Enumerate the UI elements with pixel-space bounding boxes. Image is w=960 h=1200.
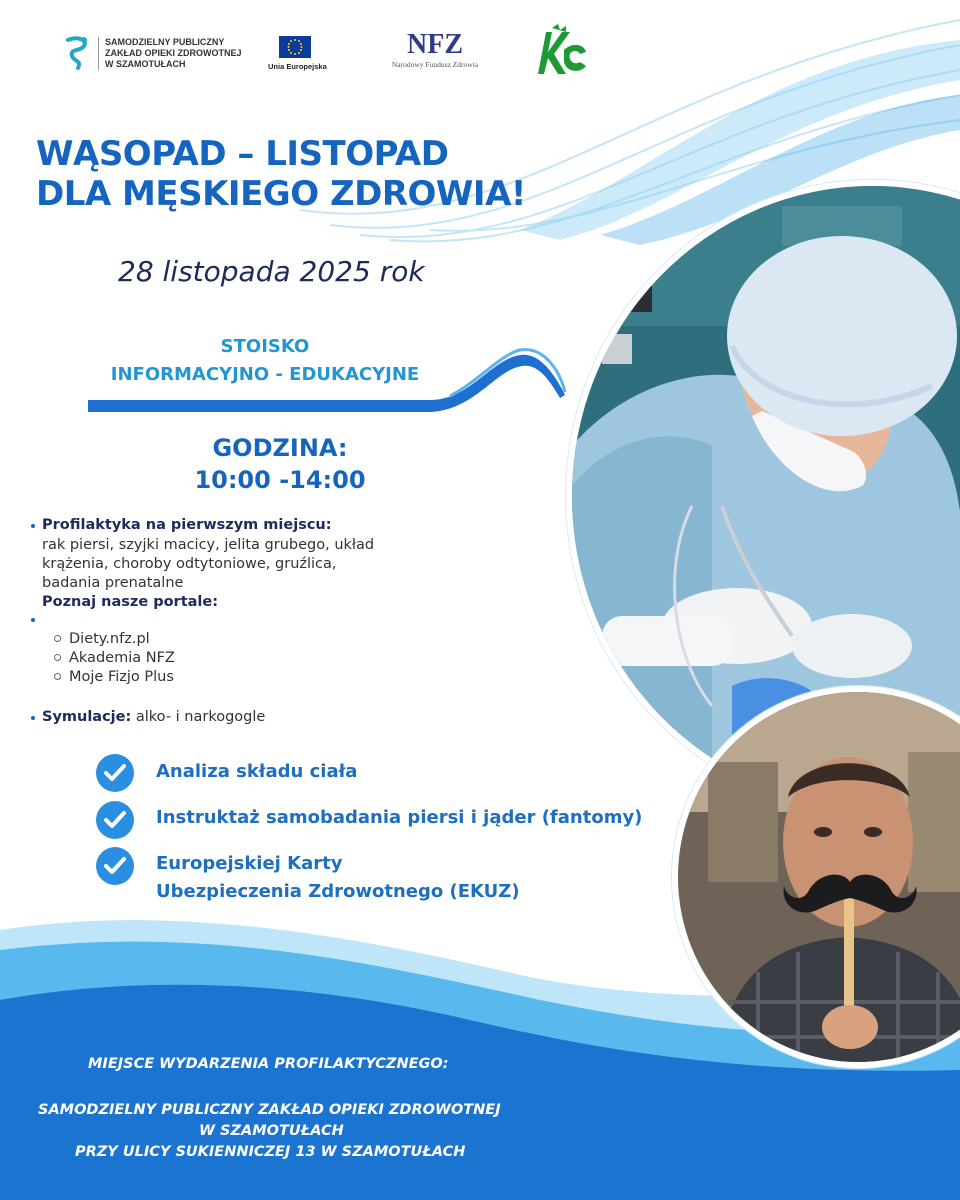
bullet-dot (31, 716, 35, 720)
check-item (96, 847, 520, 906)
title-line2: DLA MĘSKIEGO ZDROWIA! (36, 174, 526, 214)
check-text (156, 804, 642, 832)
check-item (96, 801, 642, 839)
bullet-dot (31, 524, 35, 528)
portal-item-akademia: Akademia NFZ (69, 650, 175, 666)
check-line: Europejskiej Karty (156, 853, 343, 874)
hours-value: 10:00 -14:00 (194, 466, 366, 494)
eu-caption: Unia Europejska (268, 62, 327, 71)
portal-item-diety: Diety.nfz.pl (69, 631, 150, 647)
sub-bullet (54, 673, 61, 680)
hours-label: GODZINA: (212, 434, 348, 462)
szpital-line3: W SZAMOTUŁACH (105, 59, 186, 69)
location-line1: SAMODZIELNY PUBLICZNY ZAKŁAD OPIEKI ZDROWOTNEJ (38, 1102, 501, 1118)
prevention-line1: rak piersi, szyjki macicy, jelita grubego, układ (42, 537, 375, 553)
sub-bullet (54, 654, 61, 661)
nfz-mark: NFZ (407, 29, 463, 60)
prevention-line2: krążenia, choroby odtytoniowe, gruźlica, (42, 556, 337, 572)
check-icon (96, 801, 134, 839)
portals-heading: Poznaj nasze portale: (42, 594, 219, 610)
stand-label (40, 333, 490, 389)
sub-bullet (54, 635, 61, 642)
szpital-logo-text (98, 37, 242, 70)
simulation-text: alko- i narkogogle (131, 709, 266, 725)
check-line: Ubezpieczenia Zdrowotnego (EKUZ) (156, 881, 520, 902)
moustache-illustration (678, 692, 960, 1062)
check-line: Instruktaż samobadania piersi i jąder (fantomy) (156, 807, 643, 828)
check-icon (96, 847, 134, 885)
medical-snake-logo (64, 34, 92, 72)
check-item (96, 754, 357, 792)
nfz-logo (380, 30, 490, 69)
stand-line2: INFORMACYJNO - EDUKACYJNE (110, 364, 420, 385)
page-title (36, 134, 526, 214)
hours-block (130, 432, 430, 496)
kc-logo (532, 22, 590, 80)
simulation-label: Symulacje: (42, 709, 132, 725)
portal-item-fizjo: Moje Fizjo Plus (69, 669, 174, 685)
simulation-item (42, 709, 265, 725)
nfz-caption: Narodowy Fundusz Zdrowia (391, 60, 479, 69)
location-heading: MIEJSCE WYDARZENIA PROFILAKTYCZNEGO: (88, 1056, 449, 1072)
eu-flag-icon (279, 36, 311, 58)
szpital-line2: ZAKŁAD OPIEKI ZDROWOTNEJ (105, 48, 242, 58)
prevention-heading: Profilaktyka na pierwszym miejscu: (42, 517, 332, 533)
prevention-line3: badania prenatalne (42, 575, 184, 591)
location-line3: PRZY ULICY SUKIENNICZEJ 13 W SZAMOTUŁACH (75, 1144, 466, 1160)
title-line1: WĄSOPAD – LISTOPAD (36, 134, 449, 174)
event-date: 28 listopada 2025 rok (118, 255, 425, 288)
check-text (156, 758, 357, 786)
check-icon (96, 754, 134, 792)
stand-line1: STOISKO (220, 336, 310, 357)
check-line: Analiza składu ciała (156, 761, 358, 782)
check-text (156, 850, 520, 906)
location-line2: W SZAMOTUŁACH (199, 1123, 344, 1139)
bullet-dot (31, 618, 35, 622)
szpital-line1: SAMODZIELNY PUBLICZNY (105, 37, 225, 47)
